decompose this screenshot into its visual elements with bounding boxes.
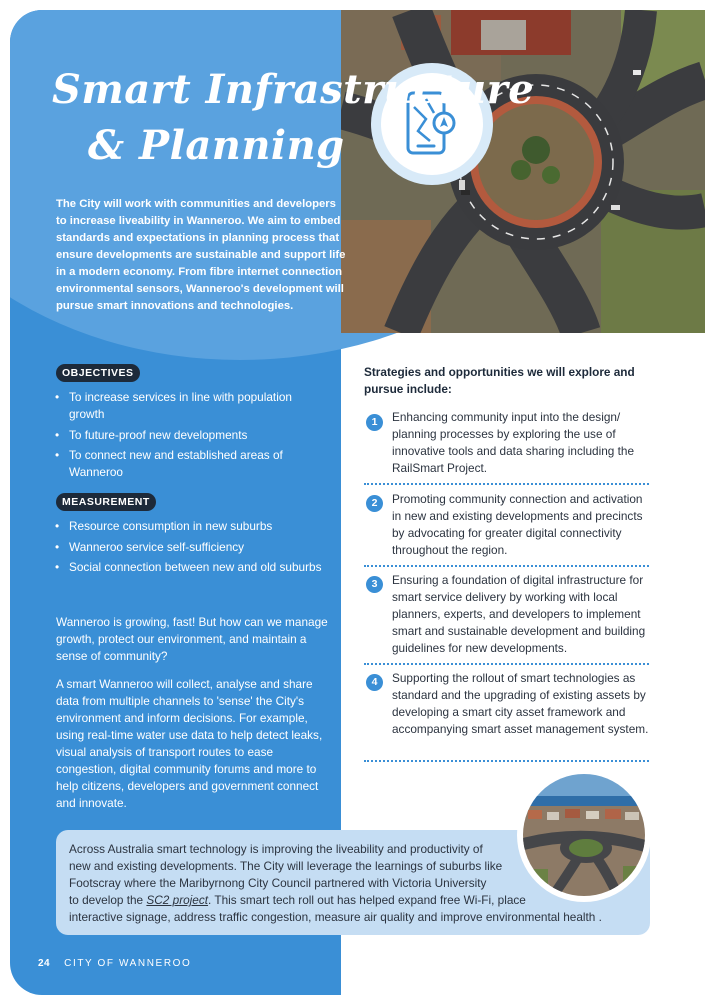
page-footer bbox=[38, 958, 191, 969]
objectives-badge: OBJECTIVES bbox=[56, 364, 140, 382]
footer-org-name: CITY OF WANNEROO bbox=[64, 958, 192, 969]
list-item: • To increase services in line with population growth bbox=[54, 389, 324, 423]
title-line-2: & Planning bbox=[88, 122, 345, 169]
callout-line: Footscray where the Maribyrnong City Council partnered with Victoria University bbox=[69, 876, 487, 890]
body-paragraph-2: A smart Wanneroo will collect, analyse and share data from multiple channels to 'sense' the City's environment and inform decisions. For example, using real-time water use data to help detect leaks, visual analysis of transport routes to ease congestion, digital community forums and more to help citizens, developers and government connect and innovate. bbox=[56, 677, 323, 810]
measurement-badge: MEASUREMENT bbox=[56, 493, 156, 511]
strategy-text: Supporting the rollout of smart technologies as standard and the upgrading of existing assets by developing a smart city asset framework and accompanying smart asset management system. bbox=[392, 671, 649, 736]
callout-line: Across Australia smart technology is improving the liveability and productivity of bbox=[69, 842, 483, 856]
callout-line: interactive signage, address traffic congestion, measure air quality and improve environmental health . bbox=[69, 910, 602, 924]
objectives-list bbox=[54, 389, 324, 485]
strategies-heading: Strategies and opportunities we will explore and pursue include: bbox=[364, 365, 635, 396]
strategy-divider bbox=[364, 760, 649, 762]
measurement-list bbox=[54, 518, 324, 580]
strategy-number: 3 bbox=[366, 576, 383, 593]
strategy-divider bbox=[364, 663, 649, 665]
list-item: • To connect new and established areas of Wanneroo bbox=[54, 447, 324, 481]
strategy-divider bbox=[364, 565, 649, 567]
list-item: • Resource consumption in new suburbs bbox=[54, 518, 324, 535]
strategy-number: 2 bbox=[366, 495, 383, 512]
page-title bbox=[52, 62, 534, 174]
list-item: • To future-proof new developments bbox=[54, 427, 324, 444]
title-line-1: Smart Infrastructure bbox=[52, 66, 535, 113]
list-item: • Social connection between new and old suburbs bbox=[54, 559, 324, 576]
callout-line-suffix: . This smart tech roll out has helped expand free Wi-Fi, place bbox=[208, 893, 526, 907]
intro-paragraph: The City will work with communities and developers to increase liveability in Wanneroo. We aim to embed standards and expectations in planning process that ensure developments are sustainable and support life in a modern economy. From fibre internet connection environmental sensors, Wanneroo's development will pursue smart innovations and technologies. bbox=[56, 198, 346, 312]
callout-line: new and existing developments. The City will leverage the learnings of suburbs like bbox=[69, 859, 503, 873]
suburb-aerial-photo bbox=[523, 774, 645, 896]
strategy-text: Promoting community connection and activation in new and existing developments and precincts by advocating for greater digital connectivity throughout the region. bbox=[392, 492, 643, 557]
page-number: 24 bbox=[38, 958, 51, 969]
strategy-divider bbox=[364, 483, 649, 485]
body-paragraph-1: Wanneroo is growing, fast! But how can we manage growth, protect our environment, and maintain a sense of community? bbox=[56, 615, 328, 663]
strategy-number: 4 bbox=[366, 674, 383, 691]
list-item: • Wanneroo service self-sufficiency bbox=[54, 539, 324, 556]
callout-line-prefix: to develop the bbox=[69, 893, 147, 907]
strategy-text: Enhancing community input into the design/ planning processes by exploring the use of innovative tools and data sharing including the RailSmart Project. bbox=[392, 410, 635, 475]
strategy-number: 1 bbox=[366, 414, 383, 431]
suburb-roundabout-image bbox=[523, 774, 645, 896]
sc2-project-link[interactable]: SC2 project bbox=[146, 893, 209, 907]
callout-line bbox=[69, 892, 629, 909]
strategy-text: Ensuring a foundation of digital infrastructure for smart service delivery by working with local planners, experts, and developers to implement smart and sustainable development and building guidelines for new developments. bbox=[392, 573, 646, 655]
